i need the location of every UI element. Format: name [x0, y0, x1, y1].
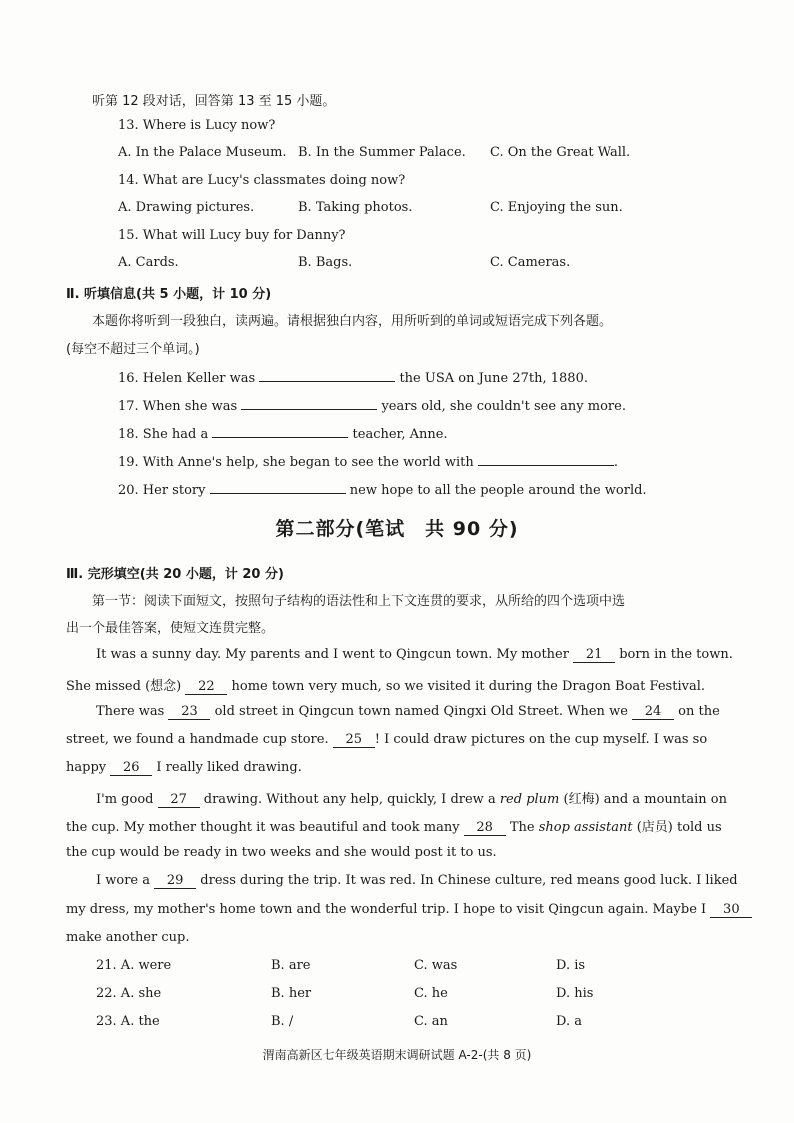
page-footer: 渭南高新区七年级英语期末调研试题 A-2-(共 8 页) [262, 1048, 532, 1062]
passage-line-6 [96, 788, 727, 808]
passage-text: The [509, 820, 535, 835]
fill-item-16 [118, 367, 588, 386]
fill-item-19-before: 19. With Anne's help, she began to see the world with [118, 455, 474, 470]
passage-text: It was a sunny day. My parents and I went to Qingcun town. My mother [96, 647, 569, 662]
passage-line-3 [96, 704, 720, 720]
question-15-option-b: B. Bags. [298, 255, 353, 270]
blank-22[interactable]: 22 [185, 679, 227, 695]
fill-item-17-after: years old, she couldn't see any more. [381, 399, 626, 414]
passage-line-5 [66, 760, 302, 776]
section-2-instruction-1: 本题你将听到一段独白，读两遍。请根据独白内容，用所听到的单词或短语完成下列各题。 [92, 314, 613, 329]
passage-line-10 [66, 902, 752, 918]
choice-23-a[interactable]: 23. A. the [96, 1014, 160, 1029]
blank-21[interactable]: 21 [573, 647, 615, 663]
passage-line-8: the cup would be ready in two weeks and she would post it to us. [66, 845, 497, 860]
question-14-option-b: B. Taking photos. [298, 200, 413, 215]
section-3-instruction-2: 出一个最佳答案，使短文连贯完整。 [66, 621, 275, 636]
question-14-option-c: C. Enjoying the sun. [490, 200, 623, 215]
section-2-instruction-2: (每空不超过三个单词。) [66, 342, 200, 357]
passage-italic-text: shop assistant [538, 820, 633, 835]
passage-text: on the [678, 704, 720, 719]
passage-line-11: make another cup. [66, 930, 190, 945]
passage-line-2 [66, 675, 705, 695]
passage-text: I wore a [96, 873, 151, 888]
passage-text: There was [96, 704, 165, 719]
choice-23-b[interactable]: B. / [271, 1014, 294, 1029]
section-3-heading: Ⅲ. 完形填空(共 20 小题，计 20 分) [66, 567, 284, 582]
question-13-stem: 13. Where is Lucy now? [118, 118, 276, 133]
question-14-option-a: A. Drawing pictures. [118, 200, 255, 215]
choice-22-d[interactable]: D. his [556, 986, 594, 1001]
passage-text: the cup. My mother thought it was beautiful and took many [66, 820, 460, 835]
passage-text: She missed (想念) [66, 679, 182, 694]
passage-text: born in the town. [619, 647, 733, 662]
passage-line-1 [96, 647, 733, 663]
blank-30[interactable]: 30 [710, 902, 752, 918]
blank-28[interactable]: 28 [464, 820, 506, 836]
passage-text: drawing. Without any help, quickly, I drew a [203, 792, 496, 807]
blank-27[interactable]: 27 [158, 792, 200, 808]
part-2-title: 第二部分(笔试 共 90 分) [275, 518, 519, 540]
question-13-option-a: A. In the Palace Museum. [118, 145, 287, 160]
fill-item-17 [118, 395, 626, 414]
question-14-stem: 14. What are Lucy's classmates doing now? [118, 173, 406, 188]
passage-text: (店员) told us [636, 820, 722, 835]
dialog-12-intro: 听第 12 段对话，回答第 13 至 15 小题。 [92, 94, 336, 109]
section-2-heading: Ⅱ. 听填信息(共 5 小题，计 10 分) [66, 287, 272, 302]
fill-item-18-before: 18. She had a [118, 427, 209, 442]
blank-26[interactable]: 26 [110, 760, 152, 776]
question-13-option-b: B. In the Summer Palace. [298, 145, 466, 160]
blank-23[interactable]: 23 [168, 704, 210, 720]
blank-29[interactable]: 29 [154, 873, 196, 889]
fill-item-20 [118, 479, 647, 498]
fill-blank-18[interactable] [212, 423, 348, 438]
passage-italic-text: red plum [499, 792, 560, 807]
fill-blank-16[interactable] [259, 367, 395, 382]
choice-21-b[interactable]: B. are [271, 958, 311, 973]
fill-item-20-after: new hope to all the people around the world. [349, 483, 647, 498]
choice-22-b[interactable]: B. her [271, 986, 312, 1001]
fill-item-16-after: the USA on June 27th, 1880. [399, 371, 588, 386]
choice-23-d[interactable]: D. a [556, 1014, 582, 1029]
passage-line-9 [96, 873, 738, 889]
choice-22-c[interactable]: C. he [414, 986, 448, 1001]
passage-text: street, we found a handmade cup store. [66, 732, 329, 747]
question-15-stem: 15. What will Lucy buy for Danny? [118, 228, 346, 243]
question-15-option-a: A. Cards. [118, 255, 179, 270]
section-3-instruction-1: 第一节：阅读下面短文，按照句子结构的语法性和上下文连贯的要求，从所给的四个选项中选 [92, 594, 626, 609]
passage-text: dress during the trip. It was red. In Chinese culture, red means good luck. I liked [200, 873, 738, 888]
fill-item-20-before: 20. Her story [118, 483, 206, 498]
passage-text: happy [66, 760, 107, 775]
passage-line-7 [66, 816, 722, 836]
fill-item-19-after: . [613, 455, 619, 470]
blank-25[interactable]: 25 [333, 732, 375, 748]
fill-item-16-before: 16. Helen Keller was [118, 371, 256, 386]
fill-blank-20[interactable] [210, 479, 346, 494]
fill-item-19 [118, 451, 618, 470]
choice-23-c[interactable]: C. an [414, 1014, 448, 1029]
blank-24[interactable]: 24 [632, 704, 674, 720]
fill-blank-17[interactable] [241, 395, 377, 410]
choice-21-d[interactable]: D. is [556, 958, 586, 973]
choice-22-a[interactable]: 22. A. she [96, 986, 162, 1001]
passage-text: home town very much, so we visited it during the Dragon Boat Festival. [231, 679, 705, 694]
passage-text: I really liked drawing. [156, 760, 302, 775]
fill-item-18 [118, 423, 448, 442]
passage-text: ! I could draw pictures on the cup myself. I was so [374, 732, 708, 747]
fill-item-18-after: teacher, Anne. [352, 427, 448, 442]
fill-item-17-before: 17. When she was [118, 399, 238, 414]
passage-text: (红梅) and a mountain on [563, 792, 728, 807]
passage-line-4 [66, 732, 707, 748]
question-15-option-c: C. Cameras. [490, 255, 571, 270]
passage-text: my dress, my mother's home town and the wonderful trip. I hope to visit Qingcun again. Maybe I [66, 902, 707, 917]
passage-text: I'm good [96, 792, 154, 807]
question-13-option-c: C. On the Great Wall. [490, 145, 631, 160]
fill-blank-19[interactable] [478, 451, 614, 466]
passage-text: old street in Qingcun town named Qingxi Old Street. When we [214, 704, 628, 719]
choice-21-c[interactable]: C. was [414, 958, 458, 973]
choice-21-a[interactable]: 21. A. were [96, 958, 172, 973]
